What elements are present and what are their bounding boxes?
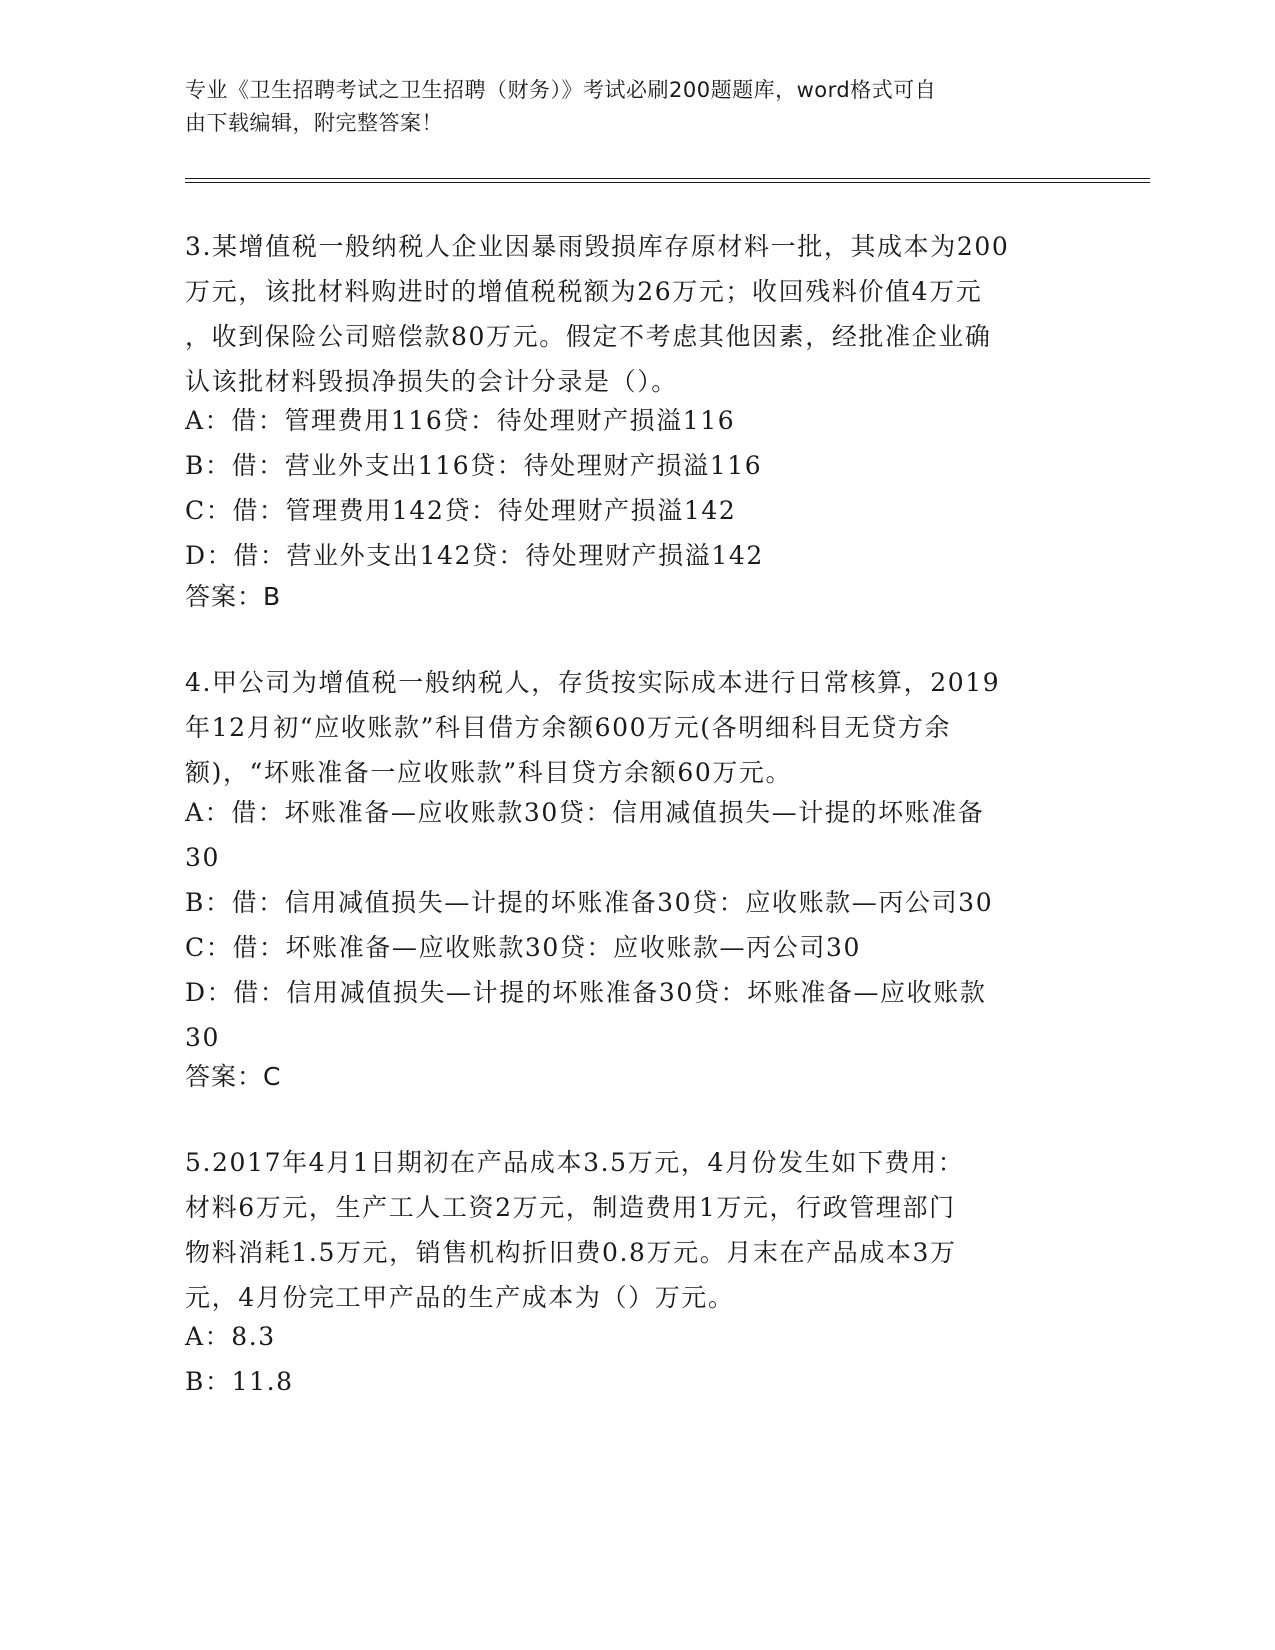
option-a: A：借：坏账准备—应收账款30贷：信用减值损失—计提的坏账准备 (185, 798, 985, 827)
option-c: C：借：坏账准备—应收账款30贷：应收账款—丙公司30 (185, 933, 861, 962)
question-line: 物料消耗1.5万元，销售机构折旧费0.8万元。月末在产品成本3万 (185, 1238, 957, 1267)
header-divider-bottom (185, 182, 1150, 183)
question-line: 元，4月份完工甲产品的生产成本为（）万元。 (185, 1283, 735, 1312)
option-d: D：借：信用减值损失—计提的坏账准备30贷：坏账准备—应收账款 (185, 978, 987, 1007)
question-line: ，收到保险公司赔偿款80万元。假定不考虑其他因素，经批准企业确 (185, 322, 992, 351)
option-c: C：借：管理费用142贷：待处理财产损溢142 (185, 496, 737, 525)
question-line: 5.2017年4月1日期初在产品成本3.5万元，4月份发生如下费用： (185, 1148, 965, 1177)
header-divider-top (185, 178, 1150, 179)
option-b: B：11.8 (185, 1367, 294, 1396)
question-line: 万元，该批材料购进时的增值税税额为26万元；收回残料价值4万元 (185, 277, 983, 306)
question-line: 材料6万元，生产工人工资2万元，制造费用1万元，行政管理部门 (185, 1193, 956, 1222)
question-line: 认该批材料毁损净损失的会计分录是（）。 (185, 367, 678, 396)
question-3-answer: 答案：B (185, 582, 282, 611)
document-header (185, 74, 1065, 140)
option-a-continued: 30 (185, 843, 221, 872)
question-line: 3.某增值税一般纳税人企业因暴雨毁损库存原材料一批，其成本为200 (185, 232, 1010, 261)
question-line: 4.甲公司为增值税一般纳税人，存货按实际成本进行日常核算，2019 (185, 668, 1001, 697)
question-3-options (185, 398, 1080, 578)
option-a: A：8.3 (185, 1322, 276, 1351)
question-4-options (185, 790, 1080, 1060)
question-3-stem (185, 224, 1080, 404)
question-4-answer: 答案：C (185, 1062, 282, 1091)
question-5-stem (185, 1140, 1080, 1320)
header-line: 由下载编辑，附完整答案！ (185, 111, 443, 135)
option-d: D：借：营业外支出142贷：待处理财产损溢142 (185, 541, 764, 570)
question-line: 额)，“坏账准备一应收账款”科目贷方余额60万元。 (185, 758, 793, 787)
option-d-continued: 30 (185, 1023, 221, 1052)
question-5-options (185, 1314, 1080, 1404)
question-line: 年12月初“应收账款”科目借方余额600万元(各明细科目无贷方余 (185, 713, 952, 742)
question-4-stem (185, 660, 1080, 795)
option-b: B：借：营业外支出116贷：待处理财产损溢116 (185, 451, 763, 480)
header-line: 专业《卫生招聘考试之卫生招聘（财务）》考试必刷200题题库，word格式可自 (185, 78, 937, 102)
option-a: A：借：管理费用116贷：待处理财产损溢116 (185, 406, 736, 435)
option-b: B：借：信用减值损失—计提的坏账准备30贷：应收账款—丙公司30 (185, 888, 994, 917)
